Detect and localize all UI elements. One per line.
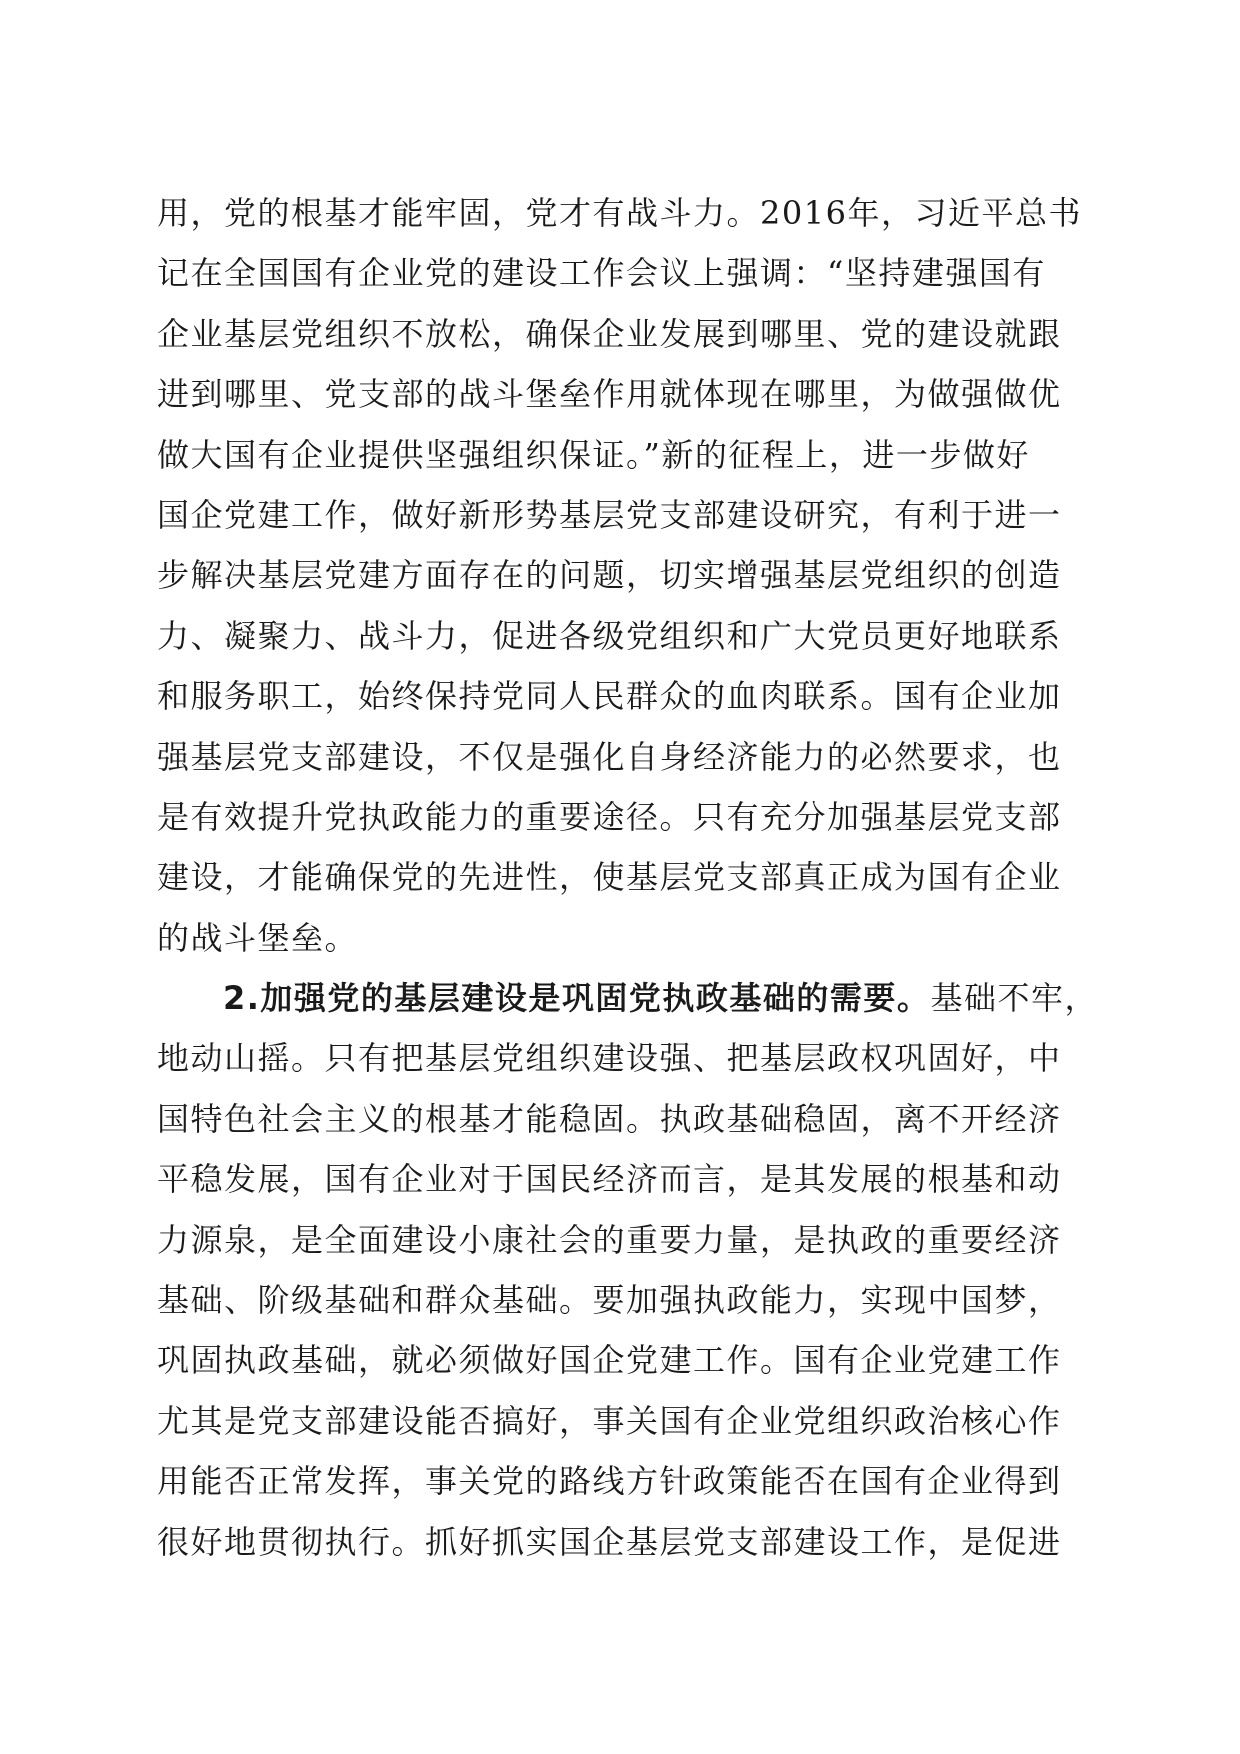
text-line: 步解决基层党建方面存在的问题，切实增强基层党组织的创造 [157,556,1062,595]
body-text [157,183,1098,1572]
text-line: 力源泉，是全面建设小康社会的重要力量，是执政的重要经济 [157,1220,1062,1259]
paragraph-2-first-line [157,968,1098,1028]
text-run: 基础不牢， [930,979,1098,1018]
text-line: 国特色社会主义的根基才能稳固。执政基础稳固，离不开经济 [157,1099,1062,1138]
text-line: 和服务职工，始终保持党同人民群众的血肉联系。国有企业加 [157,677,1062,716]
text-line: 强基层党支部建设，不仅是强化自身经济能力的必然要求，也 [157,737,1062,776]
text-line: 国企党建工作，做好新形势基层党支部建设研究，有利于进一 [157,495,1062,534]
text-line: 很好地贯彻执行。抓好抓实国企基层党支部建设工作，是促进 [157,1522,1062,1561]
text-line: 力、凝聚力、战斗力，促进各级党组织和广大党员更好地联系 [157,616,1062,655]
section-heading: 2.加强党的基层建设是巩固党执政基础的需要。 [223,979,931,1018]
text-line: 做大国有企业提供坚强组织保证。”新的征程上，进一步做好 [157,435,1030,474]
paragraph-2 [157,968,1098,1572]
text-line: 进到哪里、党支部的战斗堡垒作用就体现在哪里，为做强做优 [157,375,1062,414]
text-line: 是有效提升党执政能力的重要途径。只有充分加强基层党支部 [157,797,1062,836]
text-line: 企业基层党组织不放松，确保企业发展到哪里、党的建设就跟 [157,314,1062,353]
text-line: 用能否正常发挥，事关党的路线方针政策能否在国有企业得到 [157,1462,1062,1501]
text-line: 用，党的根基才能牢固，党才有战斗力。2016年，习近平总书 [157,194,1082,232]
text-line: 的战斗堡垒。 [157,918,359,957]
text-line: 基础、阶级基础和群众基础。要加强执政能力，实现中国梦， [157,1281,1062,1320]
paragraph-1 [157,183,1082,968]
text-line: 记在全国国有企业党的建设工作会议上强调：“坚持建强国有 [157,254,1046,293]
text-line: 建设，才能确保党的先进性，使基层党支部真正成为国有企业 [157,858,1062,897]
text-line: 地动山摇。只有把基层党组织建设强、把基层政权巩固好，中 [157,1039,1062,1078]
text-line: 平稳发展，国有企业对于国民经济而言，是其发展的根基和动 [157,1160,1062,1199]
text-line: 尤其是党支部建设能否搞好，事关国有企业党组织政治核心作 [157,1401,1062,1440]
text-line: 巩固执政基础，就必须做好国企党建工作。国有企业党建工作 [157,1341,1062,1380]
